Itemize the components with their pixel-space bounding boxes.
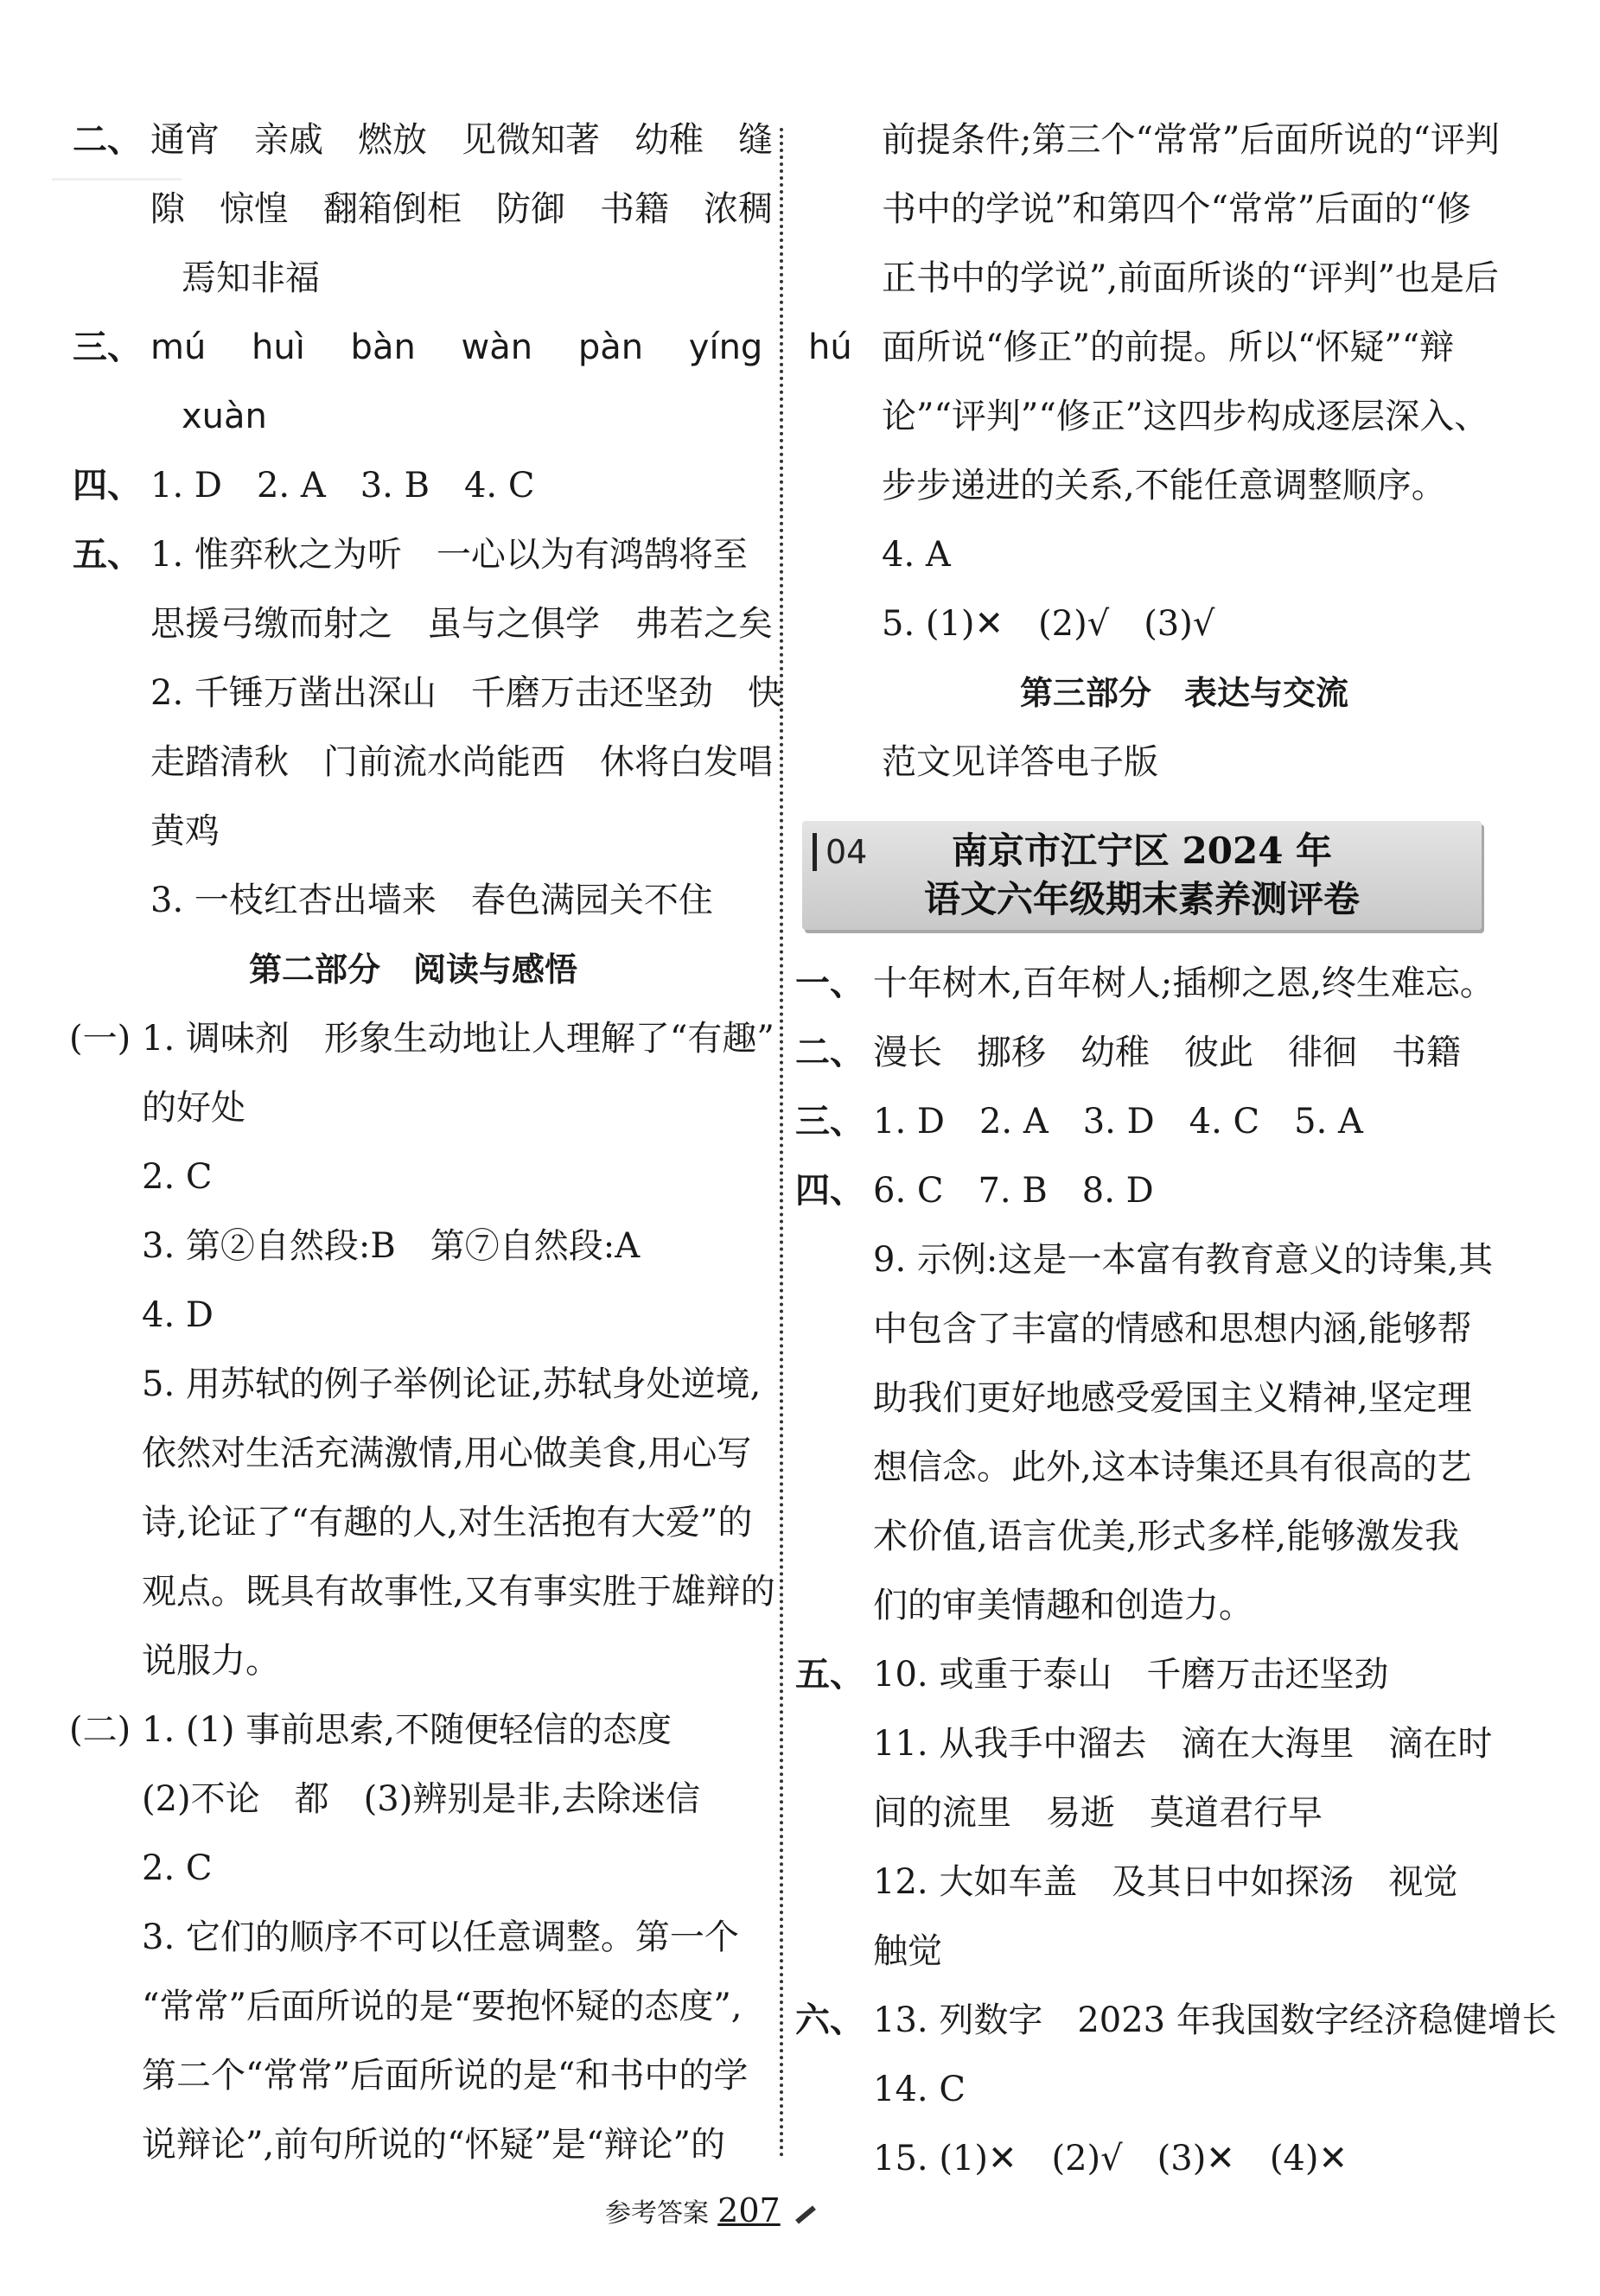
answer-line: 11. 从我手中溜去 滴在大海里 滴在时 <box>873 1724 1493 1764</box>
section-marker: 六、 <box>795 2000 864 2040</box>
answer-line: 走踏清秋 门前流水尚能西 休将白发唱 <box>150 742 773 782</box>
question-group-marker: (一) <box>69 1019 131 1059</box>
answer-line: 触觉 <box>873 1931 942 1971</box>
answer-line: 的好处 <box>142 1088 245 1128</box>
section-marker: 四、 <box>73 466 142 506</box>
section-marker: 五、 <box>73 535 142 575</box>
answer-line: 1. (1) 事前思索,不随便轻信的态度 <box>142 1710 672 1750</box>
pencil-icon <box>795 2205 816 2223</box>
section-marker: 五、 <box>795 1655 864 1695</box>
answer-line: 十年树木,百年树人;插柳之恩,终生难忘。 <box>873 964 1495 1003</box>
scan-artifact <box>52 178 182 181</box>
answer-line: 面所说“修正”的前提。所以“怀疑”“辩 <box>882 328 1455 367</box>
page-footer <box>605 2188 817 2236</box>
answer-line: 3. 它们的顺序不可以任意调整。第一个 <box>142 1918 739 1957</box>
section-marker: 四、 <box>795 1171 864 1211</box>
section-marker: 三、 <box>795 1102 864 1142</box>
answer-line: 正书中的学说”,前面所谈的“评判”也是后 <box>882 258 1500 298</box>
answer-line: 范文见详答电子版 <box>882 742 1158 782</box>
pinyin-line: mú huì bàn wàn pàn yíng hú <box>150 328 852 367</box>
answer-line: 间的流里 易逝 莫道君行早 <box>873 1793 1323 1833</box>
answer-line: 1. 惟弈秋之为听 一心以为有鸿鹄将至 <box>150 535 748 575</box>
answer-line: 15. (1)✕ (2)√ (3)✕ (4)✕ <box>873 2139 1348 2178</box>
part3-title: 第三部分 表达与交流 <box>1020 674 1349 712</box>
section-marker: 一、 <box>795 964 864 1003</box>
section-marker: 二、 <box>795 1033 864 1072</box>
answer-line: 5. (1)✕ (2)√ (3)√ <box>882 604 1215 644</box>
answer-line: 术价值,语言优美,形式多样,能够激发我 <box>873 1517 1460 1556</box>
answer-line: 漫长 挪移 幼稚 彼此 徘徊 书籍 <box>873 1033 1461 1072</box>
exam-title-banner <box>802 821 1482 930</box>
answer-line: 第二个“常常”后面所说的是“和书中的学 <box>142 2056 749 2096</box>
answer-line: 4. A <box>882 535 951 575</box>
answer-line: 焉知非福 <box>182 258 320 298</box>
answer-line: 说服力。 <box>142 1641 280 1681</box>
answer-line: 前提条件;第三个“常常”后面所说的“评判 <box>882 120 1500 160</box>
part2-title: 第二部分 阅读与感悟 <box>249 951 578 989</box>
answer-line: 助我们更好地感受爱国主义精神,坚定理 <box>873 1378 1472 1418</box>
answer-line: 论”“评判”“修正”这四步构成逐层深入、 <box>882 397 1489 436</box>
answer-line: 6. C 7. B 8. D <box>873 1171 1154 1211</box>
answer-line: 2. 千锤万凿出深山 千磨万击还坚劲 快 <box>150 673 782 713</box>
answer-line: 1. 调味剂 形象生动地让人理解了“有趣” <box>142 1019 775 1059</box>
answer-line: 4. D <box>142 1295 214 1335</box>
answer-line: 9. 示例:这是一本富有教育意义的诗集,其 <box>873 1240 1494 1280</box>
answer-line: “常常”后面所说的是“要抱怀疑的态度”, <box>142 1987 743 2026</box>
answer-line: 12. 大如车盖 及其日中如探汤 视觉 <box>873 1862 1458 1902</box>
question-group-marker: (二) <box>69 1710 131 1750</box>
answer-line: 依然对生活充满激情,用心做美食,用心写 <box>142 1434 752 1473</box>
section-marker: 二、 <box>73 120 142 160</box>
answer-line: 们的审美情趣和创造力。 <box>873 1586 1253 1625</box>
column-divider <box>780 128 783 2159</box>
answer-line: 黄鸡 <box>150 811 220 851</box>
answer-line: 10. 或重于泰山 千磨万击还坚劲 <box>873 1655 1389 1695</box>
answer-line: 隙 惊惶 翻箱倒柜 防御 书籍 浓稠 <box>150 189 773 229</box>
answer-line: 诗,论证了“有趣的人,对生活抱有大爱”的 <box>142 1503 753 1542</box>
answer-line: 通宵 亲戚 燃放 见微知著 幼稚 缝 <box>150 120 773 160</box>
answer-line: 2. C <box>142 1157 213 1197</box>
answer-line: 1. D 2. A 3. D 4. C 5. A <box>873 1102 1363 1142</box>
answer-line: 步步递进的关系,不能任意调整顺序。 <box>882 466 1446 506</box>
answer-line: 3. 一枝红杏出墙来 春色满园关不住 <box>150 881 713 920</box>
answer-line: 想信念。此外,这本诗集还具有很高的艺 <box>873 1447 1472 1487</box>
exam-number-badge: 04 <box>813 833 867 871</box>
answer-line: 1. D 2. A 3. B 4. C <box>150 466 535 506</box>
answer-line: 思援弓缴而射之 虽与之俱学 弗若之矣 <box>150 604 773 644</box>
banner-title-line2: 语文六年级期末素养测评卷 <box>923 878 1360 920</box>
answer-line: (2)不论 都 (3)辨别是非,去除迷信 <box>142 1779 701 1819</box>
answer-line: 观点。既具有故事性,又有事实胜于雄辩的 <box>142 1572 775 1612</box>
answer-line: 书中的学说”和第四个“常常”后面的“修 <box>882 189 1471 229</box>
page-number: 207 <box>717 2191 781 2229</box>
section-marker: 三、 <box>73 328 142 367</box>
answer-line: 2. C <box>142 1848 213 1888</box>
answer-line: 13. 列数字 2023 年我国数字经济稳健增长 <box>873 2000 1557 2040</box>
answer-line: 5. 用苏轼的例子举例论证,苏轼身处逆境, <box>142 1364 762 1404</box>
answer-line: 中包含了丰富的情感和思想内涵,能够帮 <box>873 1309 1472 1349</box>
answer-line: 说辩论”,前句所说的“怀疑”是“辩论”的 <box>142 2125 725 2165</box>
pinyin-line: xuàn <box>182 397 267 436</box>
footer-label: 参考答案 <box>605 2198 709 2229</box>
banner-title-line1: 南京市江宁区 2024 年 <box>951 830 1333 872</box>
answer-line: 3. 第②自然段:B 第⑦自然段:A <box>142 1226 641 1266</box>
answer-line: 14. C <box>873 2070 966 2109</box>
